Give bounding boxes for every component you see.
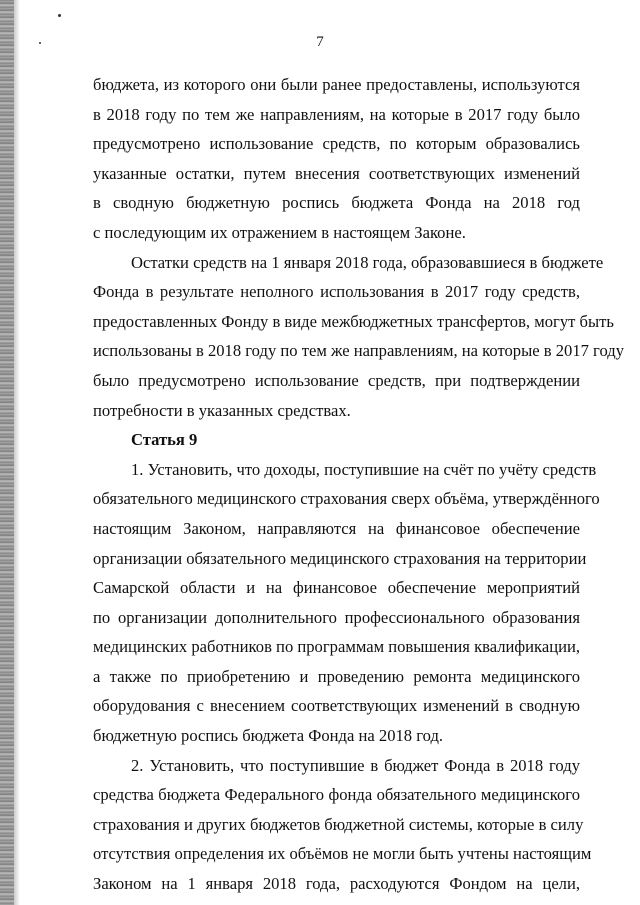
text-line: потребности в указанных средствах. xyxy=(93,400,351,420)
scan-edge-shadow xyxy=(0,0,14,905)
text-line: а также по приобретению и проведению ремонта медицинского xyxy=(93,666,580,686)
page-number: 7 xyxy=(316,34,324,50)
text-line: страхования и других бюджетов бюджетной системы, которые в силу xyxy=(93,814,584,834)
text-line: 1. Установить, что доходы, поступившие на счёт по учёту средств xyxy=(131,459,597,479)
text-line: 2. Установить, что поступившие в бюджет Фонда в 2018 году xyxy=(131,755,580,775)
text-line: бюджетную роспись бюджета Фонда на 2018 год. xyxy=(93,726,444,746)
text-line: медицинских работников по программам повышения квалификации, xyxy=(93,637,581,657)
text-line: бюджета, из которого они были ранее предоставлены, используются xyxy=(93,75,580,94)
text-line: с последующим их отражением в настоящем Законе. xyxy=(93,222,466,242)
article-heading: Статья 9 xyxy=(131,430,198,450)
paragraph xyxy=(93,751,592,899)
paragraph xyxy=(93,70,580,248)
scan-speck xyxy=(58,14,61,17)
text-line: организации обязательного медицинского страхования на территории xyxy=(93,548,587,568)
text-line: указанные остатки, путем внесения соответствующих изменений xyxy=(93,163,580,183)
text-line: Фонда в результате неполного использования в 2017 году средств, xyxy=(93,282,580,302)
text-line: оборудования с внесением соответствующих изменений в сводную xyxy=(93,696,580,716)
paragraph xyxy=(93,248,625,426)
paragraph xyxy=(93,455,600,751)
text-line: Остатки средств на 1 января 2018 года, образовавшиеся в бюджете xyxy=(131,252,604,272)
text-line: Самарской области и на финансовое обеспечение мероприятий xyxy=(93,578,580,598)
text-line: обязательного медицинского страхования сверх объёма, утверждённого xyxy=(93,489,600,509)
text-line: предоставленных Фонду в виде межбюджетных трансфертов, могут быть xyxy=(93,311,614,331)
text-line: использованы в 2018 году по тем же направлениям, на которые в 2017 году xyxy=(93,341,625,361)
text-line: в сводную бюджетную роспись бюджета Фонда на 2018 год xyxy=(93,193,580,213)
text-line: было предусмотрено использование средств, при подтверждении xyxy=(93,370,580,390)
text-line: средства бюджета Федерального фонда обязательного медицинского xyxy=(93,785,580,805)
text-line: предусмотрено использование средств, по которым образовались xyxy=(93,134,580,154)
document-body xyxy=(93,70,625,899)
text-line: настоящим Законом, направляются на финансовое обеспечение xyxy=(93,518,580,538)
text-line: в 2018 году по тем же направлениям, на которые в 2017 году было xyxy=(93,104,580,124)
text-line: отсутствия определения их объёмов не могли быть учтены настоящим xyxy=(93,844,592,864)
text-line: по организации дополнительного профессионального образования xyxy=(93,607,580,627)
text-line: Законом на 1 января 2018 года, расходуются Фондом на цели, xyxy=(93,874,580,894)
